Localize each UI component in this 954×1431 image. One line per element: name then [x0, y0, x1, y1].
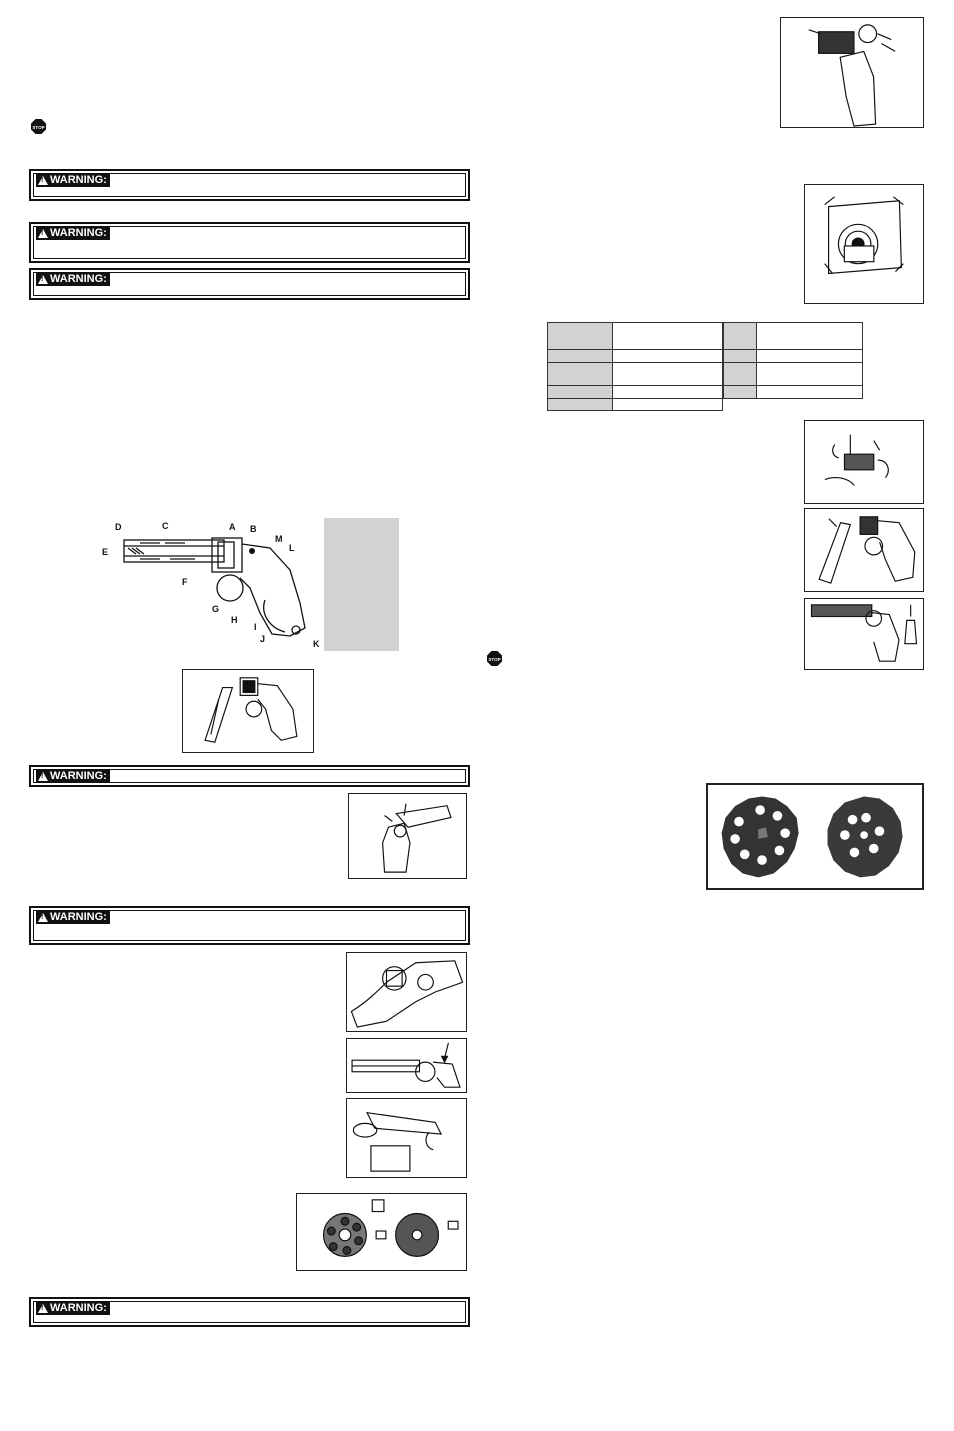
spec-value-cell	[613, 323, 723, 350]
figure-co2-install	[804, 598, 924, 670]
warning-box-1	[29, 169, 470, 201]
spec-value-cell	[613, 350, 723, 363]
warning-label: ! WARNING:	[36, 911, 110, 924]
warning-label: ! WARNING:	[36, 273, 110, 286]
figure-safety-operation	[804, 420, 924, 504]
part-label-D: D	[115, 522, 122, 532]
spec-value-cell	[613, 399, 723, 411]
part-label-A: A	[229, 522, 236, 532]
svg-text:STOP: STOP	[488, 656, 501, 662]
part-label-F: F	[182, 577, 188, 587]
warning-triangle-icon	[38, 176, 48, 185]
spec-label-cell	[724, 363, 757, 386]
spec-label-cell	[548, 399, 613, 411]
spec-value-cell	[613, 386, 723, 399]
part-label-C: C	[162, 521, 169, 531]
warning-label: ! WARNING:	[36, 1302, 110, 1315]
figure-cylinder-loading	[296, 1193, 467, 1271]
part-label-J: J	[260, 634, 266, 644]
warning-box-4	[29, 765, 470, 787]
stop-sign-icon	[487, 651, 502, 666]
spec-label-cell	[548, 386, 613, 399]
warning-box-2	[29, 222, 470, 263]
spec-value-cell	[757, 386, 863, 399]
gray-sidebar-panel	[324, 518, 399, 651]
part-label-L: L	[289, 543, 295, 553]
part-label-M: M	[275, 534, 283, 544]
part-label-H: H	[231, 615, 238, 625]
warning-triangle-icon	[38, 1304, 48, 1313]
spec-value-cell	[757, 350, 863, 363]
figure-magazine-insert	[804, 508, 924, 592]
figure-disassembly	[346, 1098, 467, 1178]
revolver-parts-diagram	[100, 518, 325, 650]
part-label-E: E	[102, 547, 109, 557]
spec-value-cell	[757, 363, 863, 386]
warning-label: ! WARNING:	[36, 174, 110, 187]
figure-revolver-side	[346, 1038, 467, 1093]
specifications-table-2	[723, 322, 863, 399]
figure-insert-cylinder	[346, 952, 467, 1032]
warning-box-3	[29, 268, 470, 300]
warning-triangle-icon	[38, 913, 48, 922]
spec-value-cell	[757, 323, 863, 350]
warning-triangle-icon	[38, 772, 48, 781]
warning-label: ! WARNING:	[36, 227, 110, 240]
figure-cocking-hammer	[348, 793, 467, 879]
spec-label-cell	[724, 386, 757, 399]
warning-box-5	[29, 906, 470, 945]
spec-label-cell	[724, 323, 757, 350]
spec-label-cell	[724, 350, 757, 363]
warning-box-6	[29, 1297, 470, 1327]
part-label-I: I	[254, 622, 257, 632]
figure-holding-magazine	[780, 17, 924, 128]
spec-value-cell	[613, 363, 723, 386]
part-label-K: K	[313, 639, 320, 649]
spec-label-cell	[548, 363, 613, 386]
warning-label: ! WARNING:	[36, 770, 110, 783]
part-label-B: B	[250, 524, 257, 534]
spec-label-cell	[548, 323, 613, 350]
warning-triangle-icon	[38, 275, 48, 284]
svg-text:STOP: STOP	[32, 124, 45, 130]
specifications-table	[547, 322, 723, 411]
part-label-G: G	[212, 604, 220, 614]
figure-open-cylinder	[182, 669, 314, 753]
figure-target	[804, 184, 924, 304]
stop-sign-icon	[31, 119, 46, 134]
figure-cylinder-photos	[706, 783, 924, 890]
warning-triangle-icon	[38, 229, 48, 238]
spec-label-cell	[548, 350, 613, 363]
